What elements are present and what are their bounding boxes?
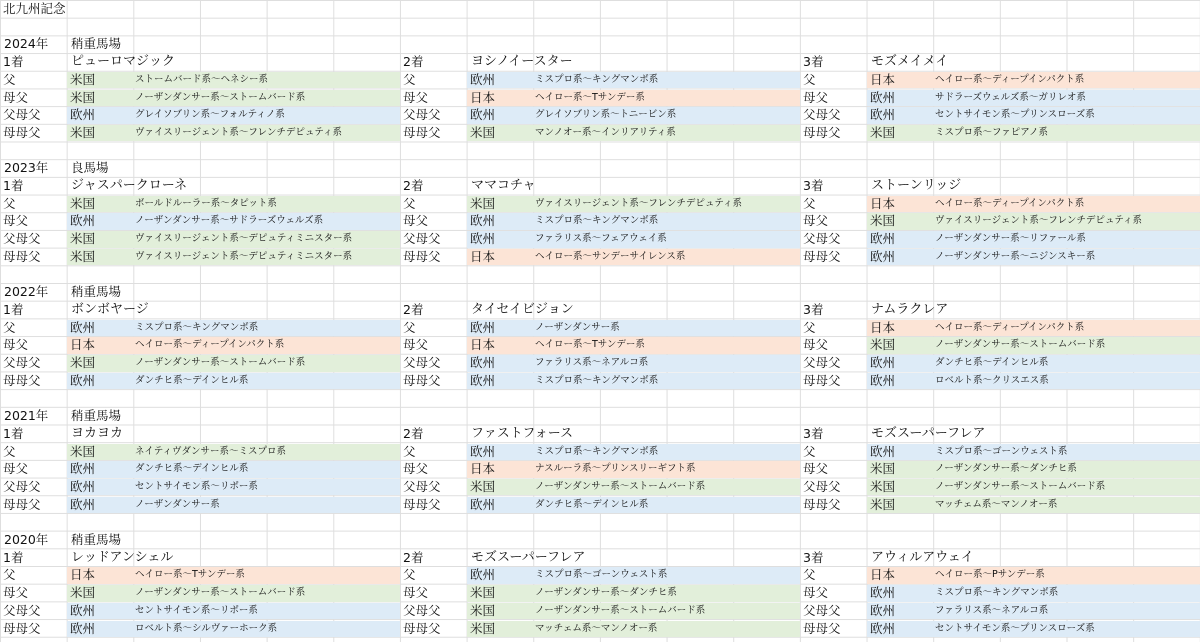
horse-name[interactable]: ピューロマジック xyxy=(71,54,176,70)
horse-name[interactable]: タイセイビジョン xyxy=(471,301,574,317)
pedigree-row xyxy=(0,319,1200,337)
place-label[interactable]: 3着 xyxy=(803,178,824,193)
region-label[interactable]: 日本 xyxy=(870,71,896,87)
region-label[interactable]: 米国 xyxy=(470,478,496,494)
pedigree-relation[interactable]: 母母父 xyxy=(803,124,841,140)
region-label[interactable]: 欧州 xyxy=(70,319,96,335)
sire-line[interactable]: セントサイモン系～プリンスローズ系 xyxy=(935,622,1095,634)
sire-line[interactable]: ミスプロ系～キングマンボ系 xyxy=(535,73,659,85)
sire-line[interactable]: ノーザンダンサー系～ストームバード系 xyxy=(935,480,1106,492)
place-label[interactable]: 1着 xyxy=(3,54,24,70)
pedigree-relation[interactable]: 父母父 xyxy=(403,602,441,618)
horse-name[interactable]: レッドアンシェル xyxy=(71,549,174,565)
region-label[interactable]: 欧州 xyxy=(470,355,496,370)
pedigree-relation[interactable]: 父 xyxy=(803,443,816,459)
horse-name[interactable]: ヨシノイースター xyxy=(471,54,573,70)
year-label[interactable]: 2020年 xyxy=(4,532,49,547)
pedigree-row xyxy=(0,71,1200,89)
title-row xyxy=(0,0,1200,18)
region-label[interactable]: 欧州 xyxy=(470,213,496,229)
pedigree-relation[interactable]: 母父 xyxy=(803,585,829,601)
pedigree-row xyxy=(0,460,1200,478)
region-label[interactable]: 米国 xyxy=(70,89,96,105)
track-condition[interactable]: 稍重馬場 xyxy=(71,36,122,52)
pedigree-relation[interactable]: 母父 xyxy=(3,585,29,601)
place-label[interactable]: 1着 xyxy=(3,301,24,317)
region-label[interactable]: 欧州 xyxy=(870,585,896,601)
region-label[interactable]: 米国 xyxy=(470,585,496,601)
region-label[interactable]: 米国 xyxy=(470,602,496,618)
pedigree-relation[interactable]: 母父 xyxy=(803,337,829,353)
pedigree-relation[interactable]: 母母父 xyxy=(3,620,41,636)
region-label[interactable]: 米国 xyxy=(70,443,96,459)
region-label[interactable]: 日本 xyxy=(870,567,896,583)
region-label[interactable]: 米国 xyxy=(70,124,96,140)
pedigree-row xyxy=(0,195,1200,213)
year-label[interactable]: 2023年 xyxy=(4,160,49,176)
sire-line[interactable]: セントサイモン系～リボー系 xyxy=(135,480,258,492)
pedigree-relation[interactable]: 母父 xyxy=(403,585,429,601)
pedigree-relation[interactable]: 父母父 xyxy=(803,231,841,247)
pedigree-relation[interactable]: 母母父 xyxy=(403,496,441,512)
pedigree-relation[interactable]: 母父 xyxy=(403,213,429,229)
sire-line[interactable]: ヴァイスリージェント系～フレンチデピュティ系 xyxy=(135,126,343,138)
sire-line[interactable]: ファラリス系～ネアルコ系 xyxy=(935,604,1049,616)
region-label[interactable]: 米国 xyxy=(70,585,96,601)
pedigree-row xyxy=(0,89,1200,107)
place-label[interactable]: 3着 xyxy=(803,549,824,565)
horse-name[interactable]: ナムラクレア xyxy=(871,301,949,317)
pedigree-relation[interactable]: 母父 xyxy=(403,461,429,477)
placing-row xyxy=(0,53,1200,71)
pedigree-relation[interactable]: 父母父 xyxy=(403,231,441,247)
place-label[interactable]: 2着 xyxy=(403,301,424,317)
pedigree-relation[interactable]: 父母父 xyxy=(3,107,41,123)
sire-line[interactable]: ダンチヒ系～デインヒル系 xyxy=(935,357,1049,368)
sire-line[interactable]: マッチェム系～マンノオー系 xyxy=(535,622,658,634)
region-label[interactable]: 米国 xyxy=(70,71,96,87)
pedigree-relation[interactable]: 父 xyxy=(403,195,416,211)
year-header-row xyxy=(0,531,1200,549)
track-condition[interactable]: 稍重馬場 xyxy=(71,532,122,547)
pedigree-relation[interactable]: 母母父 xyxy=(403,248,441,264)
pedigree-relation[interactable]: 父母父 xyxy=(3,355,41,370)
region-label[interactable]: 欧州 xyxy=(470,319,496,335)
pedigree-row xyxy=(0,230,1200,248)
sire-line[interactable]: ヘイロー系～ディープインパクト系 xyxy=(935,321,1085,333)
sire-line[interactable]: ノーザンダンサー系～ストームバード系 xyxy=(135,587,306,599)
pedigree-relation[interactable]: 母母父 xyxy=(803,620,841,636)
sire-line[interactable]: ミスプロ系～ゴーンウェスト系 xyxy=(535,569,668,581)
pedigree-relation[interactable]: 母父 xyxy=(803,89,829,105)
pedigree-relation[interactable]: 父 xyxy=(403,567,416,583)
region-label[interactable]: 米国 xyxy=(70,231,96,247)
region-label[interactable]: 米国 xyxy=(870,213,896,229)
sire-line[interactable]: ヘイロー系～Tサンデー系 xyxy=(135,569,245,581)
region-label[interactable]: 欧州 xyxy=(870,355,896,370)
sire-line[interactable]: ダンチヒ系～デインヒル系 xyxy=(535,498,649,510)
pedigree-relation[interactable]: 父 xyxy=(803,319,816,335)
pedigree-relation[interactable]: 父母父 xyxy=(3,478,41,494)
sire-line[interactable]: ミスプロ系～キングマンボ系 xyxy=(935,587,1059,599)
sire-line[interactable]: グレイソブリン系～トニービン系 xyxy=(535,109,677,121)
horse-name[interactable]: モズスーパーフレア xyxy=(471,549,586,565)
region-label[interactable]: 欧州 xyxy=(70,602,96,618)
year-header-row xyxy=(0,407,1200,425)
sire-line[interactable]: ヘイロー系～ディープインパクト系 xyxy=(935,73,1085,85)
pedigree-row xyxy=(0,443,1200,461)
pedigree-row xyxy=(0,106,1200,124)
pedigree-row xyxy=(0,248,1200,266)
pedigree-row xyxy=(0,336,1200,354)
pedigree-relation[interactable]: 父母父 xyxy=(3,231,41,247)
sire-line[interactable]: ノーザンダンサー系～ストームバード系 xyxy=(135,357,306,368)
sire-line[interactable]: ヴァイスリージェント系～フレンチデピュティ系 xyxy=(535,197,743,209)
year-header-row xyxy=(0,35,1200,53)
horse-name[interactable]: ストーンリッジ xyxy=(871,178,962,193)
region-label[interactable]: 欧州 xyxy=(470,107,496,123)
region-label[interactable]: 欧州 xyxy=(870,89,896,105)
year-label[interactable]: 2022年 xyxy=(4,284,49,300)
pedigree-relation[interactable]: 父 xyxy=(403,319,416,335)
region-label[interactable]: 米国 xyxy=(470,124,496,140)
sire-line[interactable]: ヴァイスリージェント系～デピュティミニスター系 xyxy=(135,233,353,245)
region-label[interactable]: 欧州 xyxy=(870,248,896,264)
pedigree-relation[interactable]: 母父 xyxy=(403,89,429,105)
sire-line[interactable]: セントサイモン系～プリンスローズ系 xyxy=(935,109,1095,121)
sire-line[interactable]: ノーザンダンサー系～サドラーズウェルズ系 xyxy=(135,215,324,227)
year-label[interactable]: 2024年 xyxy=(4,36,49,52)
pedigree-relation[interactable]: 母父 xyxy=(3,337,29,353)
sire-line[interactable]: ノーザンダンサー系～ストームバード系 xyxy=(135,91,306,103)
sire-line[interactable]: ノーザンダンサー系 xyxy=(135,498,220,510)
pedigree-row xyxy=(0,354,1200,372)
sire-line[interactable]: ヘイロー系～Pサンデー系 xyxy=(935,569,1045,581)
sire-line[interactable]: ヘイロー系～Tサンデー系 xyxy=(535,339,645,351)
place-label[interactable]: 1着 xyxy=(3,549,24,565)
region-label[interactable]: 米国 xyxy=(870,461,896,477)
region-label[interactable]: 欧州 xyxy=(470,372,496,388)
sire-line[interactable]: ダンチヒ系～デインヒル系 xyxy=(135,463,249,475)
region-label[interactable]: 欧州 xyxy=(470,496,496,512)
region-label[interactable]: 欧州 xyxy=(70,478,96,494)
region-label[interactable]: 欧州 xyxy=(870,620,896,636)
pedigree-relation[interactable]: 母母父 xyxy=(803,496,841,512)
pedigree-relation[interactable]: 父母父 xyxy=(803,602,841,618)
place-label[interactable]: 2着 xyxy=(403,54,424,70)
pedigree-row xyxy=(0,478,1200,496)
sire-line[interactable]: ミスプロ系～ゴーンウェスト系 xyxy=(935,445,1068,457)
sire-line[interactable]: ノーザンダンサー系～ストームバード系 xyxy=(935,339,1106,351)
pedigree-row xyxy=(0,584,1200,602)
region-label[interactable]: 日本 xyxy=(470,337,496,353)
pedigree-relation[interactable]: 母父 xyxy=(3,89,29,105)
pedigree-relation[interactable]: 父 xyxy=(3,319,16,335)
pedigree-relation[interactable]: 母母父 xyxy=(403,372,441,388)
sire-line[interactable]: ノーザンダンサー系～ストームバード系 xyxy=(535,480,706,492)
region-label[interactable]: 日本 xyxy=(870,195,896,211)
sire-line[interactable]: マンノオー系～インリアリティ系 xyxy=(535,126,676,138)
pedigree-relation[interactable]: 母母父 xyxy=(3,248,41,264)
pedigree-relation[interactable]: 父 xyxy=(403,443,416,459)
pedigree-relation[interactable]: 母母父 xyxy=(3,496,41,512)
sire-line[interactable]: ミスプロ系～ファピアノ系 xyxy=(935,126,1049,138)
horse-name[interactable]: ヨカヨカ xyxy=(71,425,124,441)
sire-line[interactable]: ミスプロ系～キングマンボ系 xyxy=(535,215,659,227)
region-label[interactable]: 欧州 xyxy=(70,620,96,636)
sire-line[interactable]: ノーザンダンサー系～ダンチヒ系 xyxy=(935,463,1077,475)
pedigree-relation[interactable]: 父母父 xyxy=(403,107,441,123)
sire-line[interactable]: ボールドルーラー系～タピット系 xyxy=(135,197,277,209)
sire-line[interactable]: ストームバード系～ヘネシー系 xyxy=(135,73,269,85)
pedigree-relation[interactable]: 母母父 xyxy=(403,620,441,636)
sire-line[interactable]: ミスプロ系～キングマンボ系 xyxy=(535,445,659,457)
region-label[interactable]: 欧州 xyxy=(870,443,896,459)
placing-row xyxy=(0,425,1200,443)
pedigree-relation[interactable]: 父母父 xyxy=(803,107,841,123)
region-label[interactable]: 欧州 xyxy=(870,107,896,123)
region-label[interactable]: 欧州 xyxy=(870,372,896,388)
sheet-title[interactable]: 北九州記念 xyxy=(3,1,66,16)
region-label[interactable]: 日本 xyxy=(70,337,96,353)
sire-line[interactable]: ミスプロ系～キングマンボ系 xyxy=(135,321,259,333)
pedigree-relation[interactable]: 母母父 xyxy=(3,372,41,388)
pedigree-row xyxy=(0,212,1200,230)
pedigree-relation[interactable]: 父母父 xyxy=(403,478,441,494)
sire-line[interactable]: ファラリス系～ネアルコ系 xyxy=(535,357,649,368)
region-label[interactable]: 欧州 xyxy=(470,71,496,87)
region-label[interactable]: 日本 xyxy=(70,567,96,583)
region-label[interactable]: 米国 xyxy=(70,248,96,264)
placing-row xyxy=(0,177,1200,195)
place-label[interactable]: 3着 xyxy=(803,301,824,317)
year-label[interactable]: 2021年 xyxy=(4,408,49,424)
pedigree-relation[interactable]: 母父 xyxy=(403,337,429,353)
pedigree-row xyxy=(0,124,1200,142)
pedigree-relation[interactable]: 父母父 xyxy=(3,602,41,618)
sire-line[interactable]: ミスプロ系～キングマンボ系 xyxy=(535,374,659,386)
sire-line[interactable]: ノーザンダンサー系～ダンチヒ系 xyxy=(535,587,677,599)
pedigree-relation[interactable]: 父 xyxy=(3,195,16,211)
sire-line[interactable]: ヴァイスリージェント系～フレンチデピュティ系 xyxy=(935,215,1143,227)
pedigree-relation[interactable]: 父母父 xyxy=(803,355,841,370)
region-label[interactable]: 米国 xyxy=(470,195,496,211)
pedigree-relation[interactable]: 父母父 xyxy=(403,355,441,370)
region-label[interactable]: 欧州 xyxy=(70,213,96,229)
pedigree-relation[interactable]: 父 xyxy=(3,71,16,87)
region-label[interactable]: 日本 xyxy=(470,461,496,477)
region-label[interactable]: 日本 xyxy=(470,89,496,105)
region-label[interactable]: 欧州 xyxy=(470,443,496,459)
sire-line[interactable]: ファラリス系～フェアウェイ系 xyxy=(535,233,667,245)
pedigree-relation[interactable]: 父 xyxy=(803,195,816,211)
sire-line[interactable]: ノーザンダンサー系～ストームバード系 xyxy=(535,604,706,616)
region-band xyxy=(67,497,400,514)
sire-line[interactable]: セントサイモン系～リボー系 xyxy=(135,604,258,616)
pedigree-row xyxy=(0,620,1200,638)
place-label[interactable]: 2着 xyxy=(403,549,424,565)
region-band xyxy=(467,320,800,337)
sire-line[interactable]: ヴァイスリージェント系～デピュティミニスター系 xyxy=(135,250,353,262)
sire-line[interactable]: ノーザンダンサー系～リファール系 xyxy=(935,233,1086,245)
region-label[interactable]: 欧州 xyxy=(870,231,896,247)
pedigree-relation[interactable]: 母父 xyxy=(3,461,29,477)
placing-row xyxy=(0,301,1200,319)
pedigree-relation[interactable]: 母母父 xyxy=(803,248,841,264)
sire-line[interactable]: ヘイロー系～サンデーサイレンス系 xyxy=(535,250,686,262)
region-label[interactable]: 欧州 xyxy=(70,107,96,123)
pedigree-row xyxy=(0,372,1200,390)
region-label[interactable]: 米国 xyxy=(870,496,896,512)
year-header-row xyxy=(0,283,1200,301)
pedigree-row xyxy=(0,566,1200,584)
horse-name[interactable]: アウィルアウェイ xyxy=(871,549,974,565)
region-label[interactable]: 米国 xyxy=(70,195,96,211)
pedigree-relation[interactable]: 父母父 xyxy=(803,478,841,494)
horse-name[interactable]: ジャスパークローネ xyxy=(71,178,188,193)
sire-line[interactable]: ノーザンダンサー系 xyxy=(535,321,620,333)
pedigree-relation[interactable]: 父 xyxy=(3,567,16,583)
pedigree-relation[interactable]: 母母父 xyxy=(803,372,841,388)
sire-line[interactable]: ナスルーラ系～プリンスリーギフト系 xyxy=(535,463,696,475)
place-label[interactable]: 1着 xyxy=(3,425,24,441)
horse-name[interactable]: ママコチャ xyxy=(471,178,536,193)
pedigree-row xyxy=(0,602,1200,620)
place-label[interactable]: 2着 xyxy=(403,178,424,193)
sire-line[interactable]: ネイティヴダンサー系～ミスプロ系 xyxy=(135,445,287,457)
region-label[interactable]: 欧州 xyxy=(70,461,96,477)
track-condition[interactable]: 稍重馬場 xyxy=(71,284,122,300)
horse-name[interactable]: ファストフォース xyxy=(471,425,574,441)
sire-line[interactable]: ヘイロー系～Tサンデー系 xyxy=(535,91,645,103)
place-label[interactable]: 3着 xyxy=(803,425,824,441)
region-label[interactable]: 米国 xyxy=(870,124,896,140)
region-label[interactable]: 日本 xyxy=(870,319,896,335)
sire-line[interactable]: サドラーズウェルズ系～ガリレオ系 xyxy=(935,91,1086,103)
pedigree-relation[interactable]: 母母父 xyxy=(403,124,441,140)
pedigree-row xyxy=(0,496,1200,514)
region-label[interactable]: 欧州 xyxy=(70,372,96,388)
horse-name[interactable]: モズメイメイ xyxy=(871,54,949,70)
region-label[interactable]: 米国 xyxy=(470,620,496,636)
pedigree-relation[interactable]: 父 xyxy=(803,567,816,583)
sire-line[interactable]: グレイソブリン系～フォルティノ系 xyxy=(135,109,285,121)
place-label[interactable]: 1着 xyxy=(3,178,24,193)
region-label[interactable]: 米国 xyxy=(870,478,896,494)
pedigree-relation[interactable]: 父 xyxy=(3,443,16,459)
region-label[interactable]: 米国 xyxy=(70,355,96,370)
pedigree-relation[interactable]: 母母父 xyxy=(3,124,41,140)
track-condition[interactable]: 良馬場 xyxy=(71,160,109,176)
place-label[interactable]: 3着 xyxy=(803,54,824,70)
sire-line[interactable]: ヘイロー系～ディープインパクト系 xyxy=(935,197,1085,209)
pedigree-relation[interactable]: 母父 xyxy=(3,213,29,229)
pedigree-relation[interactable]: 父 xyxy=(803,71,816,87)
sire-line[interactable]: マッチェム系～マンノオー系 xyxy=(935,498,1058,510)
sire-line[interactable]: ヘイロー系～ディープインパクト系 xyxy=(135,339,285,351)
pedigree-relation[interactable]: 父 xyxy=(403,71,416,87)
horse-name[interactable]: モズスーパーフレア xyxy=(871,425,986,441)
sire-line[interactable]: ロベルト系～シルヴァーホーク系 xyxy=(135,622,278,634)
region-label[interactable]: 日本 xyxy=(470,248,496,264)
sire-line[interactable]: ノーザンダンサー系～ニジンスキー系 xyxy=(935,250,1096,262)
region-label[interactable]: 欧州 xyxy=(870,602,896,618)
region-label[interactable]: 欧州 xyxy=(470,567,496,583)
horse-name[interactable]: ボンボヤージ xyxy=(71,301,149,317)
placing-row xyxy=(0,549,1200,567)
region-label[interactable]: 欧州 xyxy=(470,231,496,247)
place-label[interactable]: 2着 xyxy=(403,425,424,441)
pedigree-relation[interactable]: 母父 xyxy=(803,461,829,477)
year-header-row xyxy=(0,159,1200,177)
track-condition[interactable]: 稍重馬場 xyxy=(71,408,122,424)
sire-line[interactable]: ダンチヒ系～デインヒル系 xyxy=(135,374,249,386)
pedigree-relation[interactable]: 母父 xyxy=(803,213,829,229)
region-label[interactable]: 米国 xyxy=(870,337,896,353)
sire-line[interactable]: ロベルト系～クリスエス系 xyxy=(935,374,1049,386)
region-label[interactable]: 欧州 xyxy=(70,496,96,512)
